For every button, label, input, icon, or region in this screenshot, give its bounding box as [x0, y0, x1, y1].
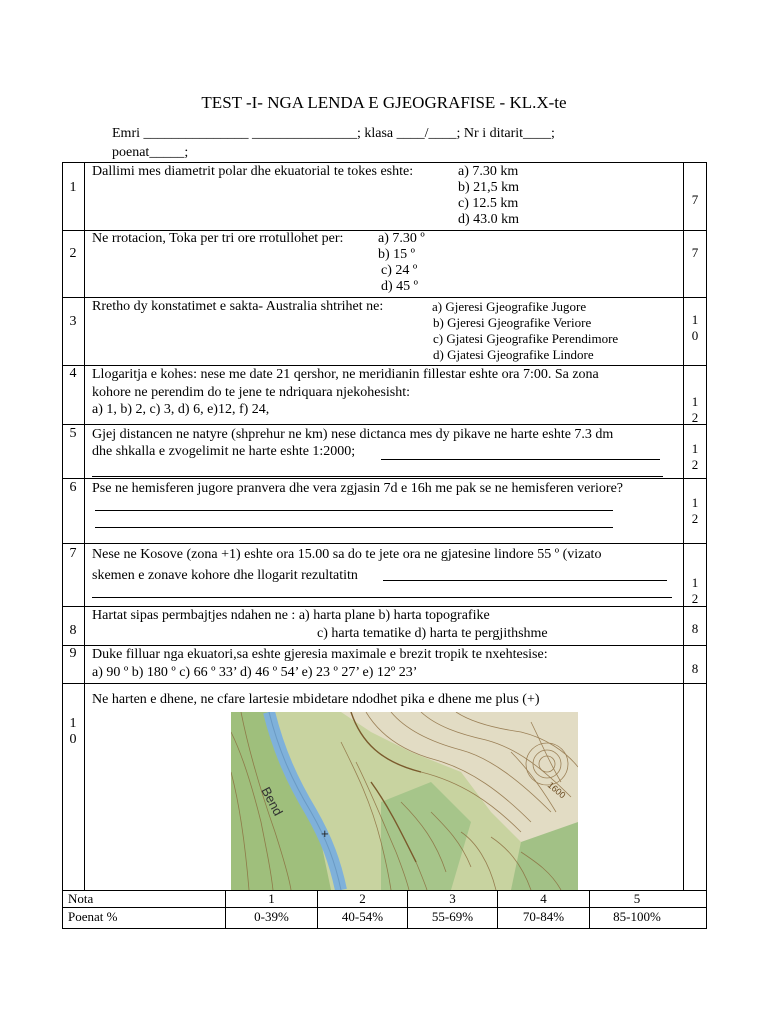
question-number: 1 — [69, 180, 77, 195]
option: c) 12.5 km — [458, 196, 519, 211]
answer-blank[interactable] — [92, 476, 663, 477]
answer-options: a) 90 º b) 180 º c) 66 º 33’ d) 46 º 54’ e) 23 º 27’ e) 12º 23’ — [92, 665, 418, 680]
option: a) 7.30 km — [458, 164, 519, 179]
grade-header-label: Nota — [68, 891, 94, 906]
grade-cell: 2 — [359, 891, 366, 906]
option: d) 45 º — [381, 279, 419, 294]
question-points: 1 0 — [691, 312, 699, 343]
question-points: 8 — [691, 661, 699, 676]
question-text: Nese ne Kosove (zona +1) eshte ora 15.00 sa do te jete ora ne gjatesine lindore 55 º (vizato — [92, 547, 602, 562]
question-text: Hartat sipas permbajtjes ndahen ne : a) harta plane b) harta topografike — [92, 608, 490, 623]
percent-cell: 55-69% — [431, 909, 474, 924]
points-header-label: Poenat % — [68, 909, 118, 924]
question-number: 3 — [69, 314, 77, 329]
option: b) Gjeresi Gjeografike Veriore — [433, 315, 592, 330]
question-text: Dallimi mes diametrit polar dhe ekuatorial te tokes eshte: — [92, 164, 414, 179]
question-points: 8 — [691, 621, 699, 636]
topographic-map — [231, 712, 578, 890]
question-number: 7 — [69, 546, 77, 561]
question-number: 8 — [69, 623, 77, 638]
map-plus-marker[interactable]: + — [321, 826, 329, 841]
question-text: Rretho dy konstatimet e sakta- Australia shtrihet ne: — [92, 299, 384, 314]
map-label-bend: Bend — [258, 784, 286, 819]
option: a) Gjeresi Gjeografike Jugore — [432, 299, 587, 314]
question-text: Pse ne hemisferen jugore pranvera dhe vera zgjasin 7d e 16h me pak se ne hemisferen veriore? — [92, 481, 624, 496]
grade-cell: 3 — [449, 891, 456, 906]
question-number: 2 — [69, 246, 77, 261]
question-text: Ne harten e dhene, ne cfare lartesie mbidetare ndodhet pika e dhene me plus (+) — [92, 692, 540, 707]
page-title: TEST -I- NGA LENDA E GJEOGRAFISE - KL.X-te — [201, 93, 567, 112]
answer-blank[interactable] — [383, 580, 667, 581]
question-text: Llogaritja e kohes: nese me date 21 qershor, ne meridianin fillestar eshte ora 7:00. Sa zona — [92, 367, 599, 382]
question-points: 7 — [691, 192, 699, 207]
answer-blank[interactable] — [92, 597, 672, 598]
option: d) 43.0 km — [458, 212, 520, 227]
question-points: 1 2 — [691, 394, 699, 425]
question-points: 1 2 — [691, 495, 699, 526]
answer-options: a) 1, b) 2, c) 3, d) 6, e)12, f) 24, — [92, 402, 270, 417]
question-number: 1 0 — [69, 716, 77, 747]
answer-blank[interactable] — [95, 527, 613, 528]
option: c) Gjatesi Gjeografike Perendimore — [433, 331, 619, 346]
question-number: 9 — [69, 646, 77, 661]
question-text: Gjej distancen ne natyre (shprehur ne km) nese dictanca mes dy pikave ne harte eshte 7.3 dm — [92, 427, 614, 442]
question-number: 6 — [69, 480, 77, 495]
question-text: c) harta tematike d) harta te pergjithshme — [317, 626, 548, 641]
grade-cell: 1 — [268, 891, 275, 906]
question-text: dhe shkalla e zvogelimit ne harte eshte 1:2000; — [92, 444, 356, 459]
question-number: 4 — [69, 366, 77, 381]
question-points: 1 2 — [691, 575, 699, 606]
percent-cell: 85-100% — [613, 909, 661, 924]
percent-cell: 40-54% — [341, 909, 384, 924]
option: c) 24 º — [381, 263, 418, 278]
option: d) Gjatesi Gjeografike Lindore — [433, 347, 594, 362]
student-info-line: Emri _______________ _______________; klasa ____/____; Nr i ditarit____; — [112, 126, 555, 141]
grade-cell: 4 — [540, 891, 547, 906]
question-text: skemen e zonave kohore dhe llogarit rezultatitn — [92, 568, 358, 583]
question-points: 1 2 — [691, 441, 699, 472]
question-number: 5 — [69, 426, 77, 441]
points-field: poenat_____; — [112, 145, 189, 160]
percent-cell: 0-39% — [254, 909, 289, 924]
question-points: 7 — [691, 245, 699, 260]
grade-cell: 5 — [633, 891, 641, 906]
answer-blank[interactable] — [381, 459, 660, 460]
option: a) 7.30 º — [378, 231, 425, 246]
question-text: Ne rrotacion, Toka per tri ore rrotullohet per: — [92, 231, 344, 246]
option: b) 21,5 km — [458, 180, 520, 195]
option: b) 15 º — [378, 247, 416, 262]
question-text: kohore ne perendim do te jene te ndriquara njekohesisht: — [92, 385, 411, 400]
percent-cell: 70-84% — [522, 909, 565, 924]
map-label-elevation: 1600 — [545, 779, 568, 801]
answer-blank[interactable] — [95, 510, 613, 511]
question-text: Duke filluar nga ekuatori,sa eshte gjeresia maximale e brezit tropik te nxehtesise: — [92, 647, 548, 662]
